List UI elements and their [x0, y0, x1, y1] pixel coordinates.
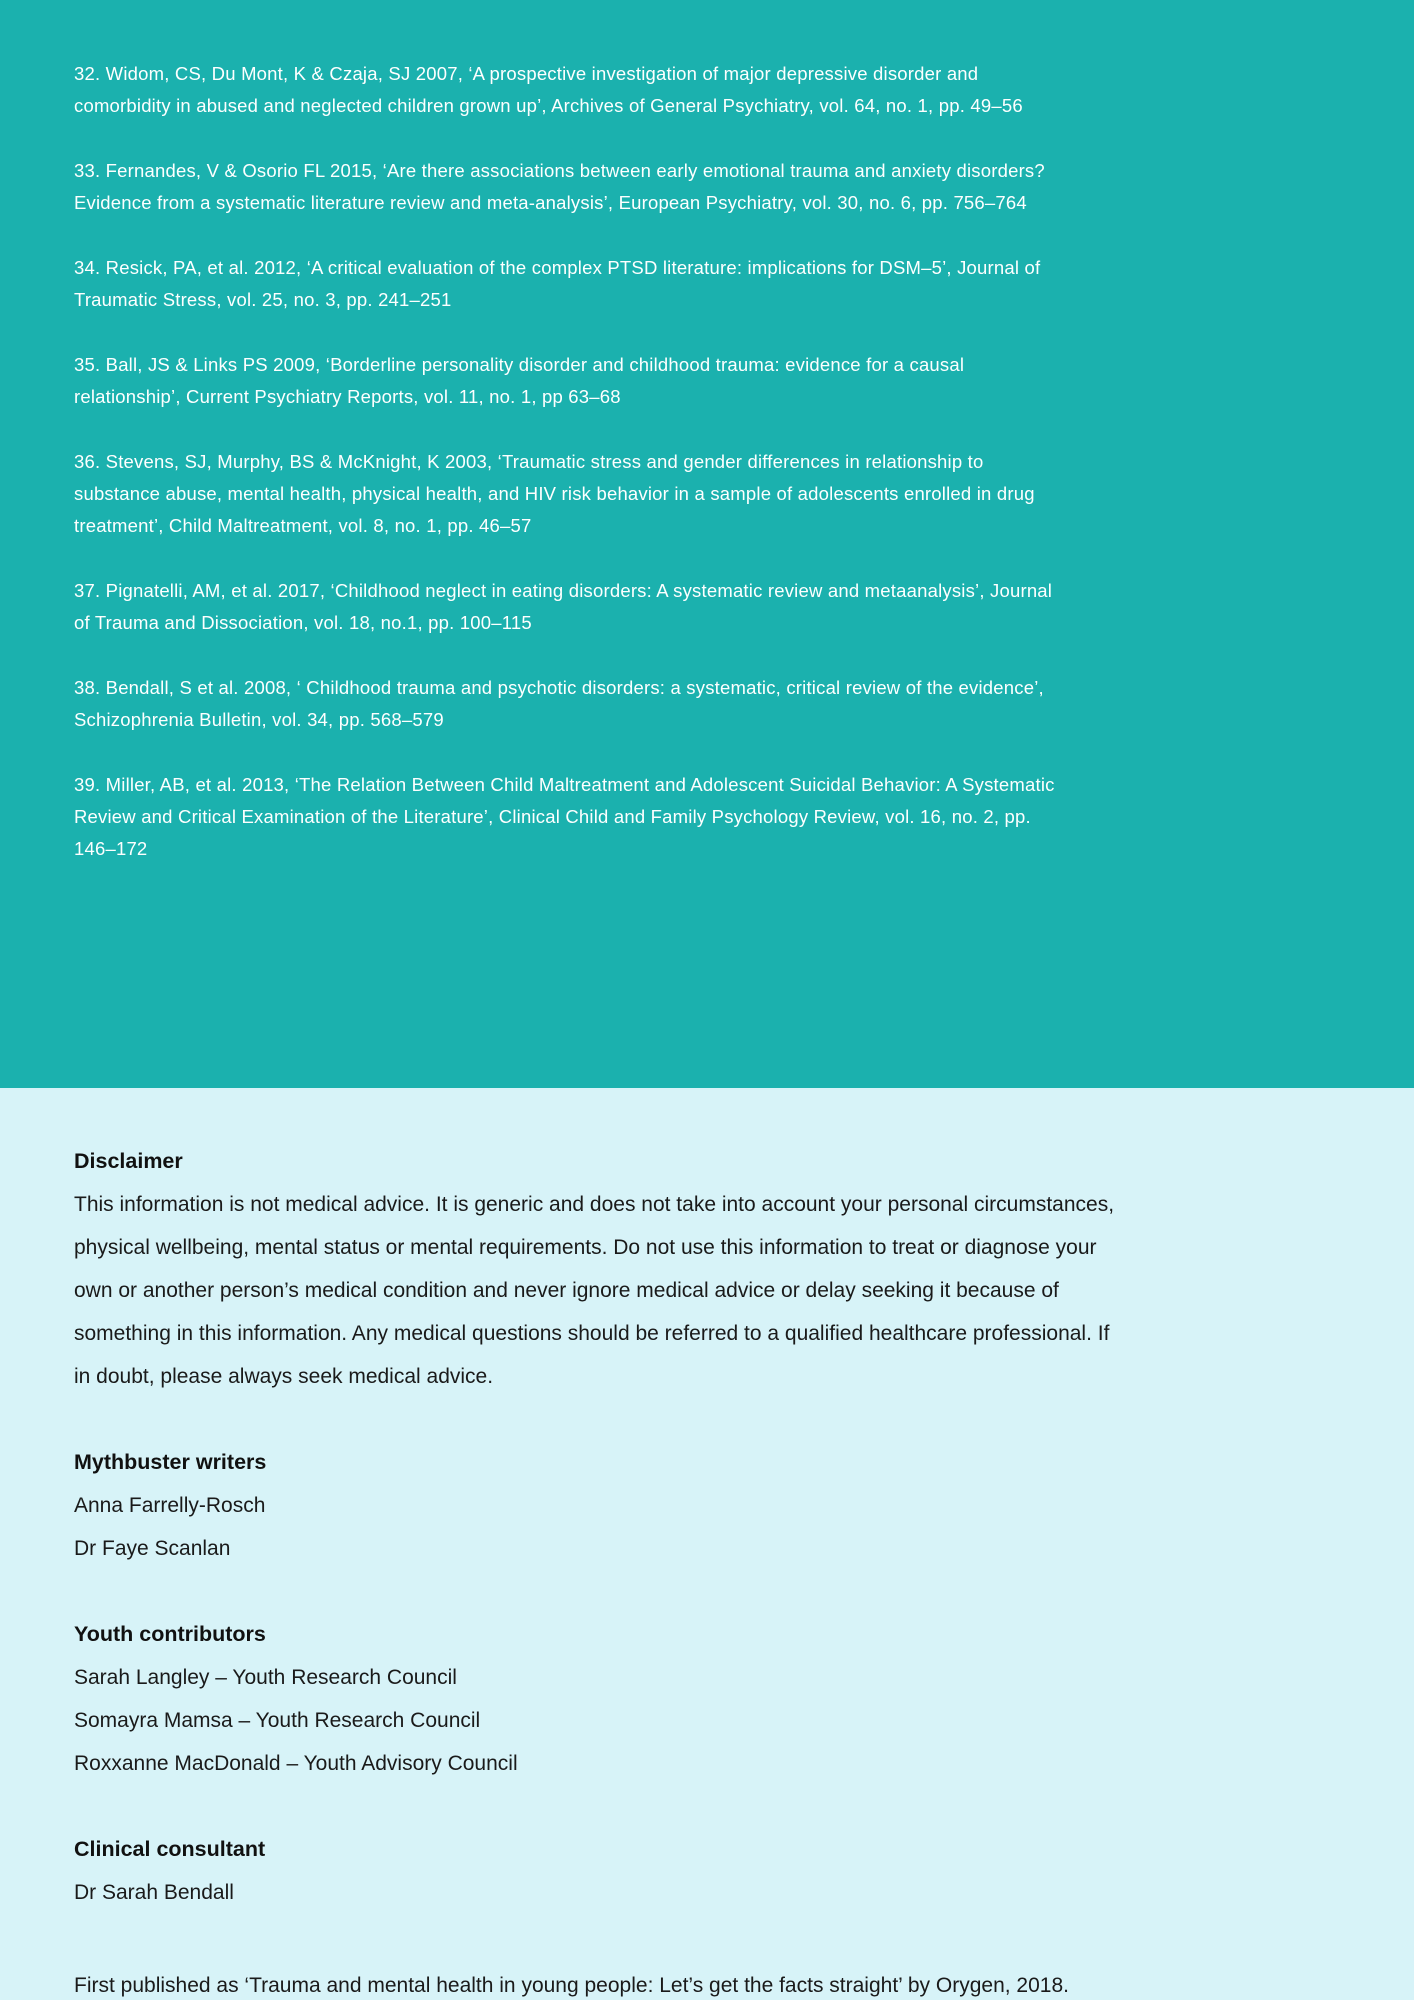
reference-item: 39. Miller, AB, et al. 2013, ‘The Relation Between Child Maltreatment and Adolescent Suicidal Behavior: A Systematic Review and Critical Examination of the Literature’, Clinical Child and Family Psychology Review, vol. 16, no. 2, pp. 146–172 — [74, 774, 1055, 859]
disclaimer-section — [0, 1088, 1414, 2000]
credit-line: Sarah Langley – Youth Research Council — [74, 1666, 457, 1689]
reference-item: 35. Ball, JS & Links PS 2009, ‘Borderline personality disorder and childhood trauma: evidence for a causal relationship’, Current Psychiatry Reports, vol. 11, no. 1, pp 63–68 — [74, 354, 965, 407]
credit-heading: Youth contributors — [74, 1622, 266, 1646]
first-published-note: First published as ‘Trauma and mental health in young people: Let’s get the facts straight’ by Orygen, 2018. — [74, 1974, 1069, 1997]
credit-line: Anna Farrelly-Rosch — [74, 1494, 266, 1517]
credit-line: Somayra Mamsa – Youth Research Council — [74, 1709, 481, 1732]
disclaimer-block — [74, 1140, 1124, 1398]
credit-line: Roxxanne MacDonald – Youth Advisory Council — [74, 1752, 518, 1775]
disclaimer-body: This information is not medical advice. It is generic and does not take into account your personal circumstances, physical wellbeing, mental status or mental requirements. Do not use this information to treat or diagnose your own or another person’s medical condition and never ignore medical advice or delay seeking it because of something in this information. Any medical questions should be referred to a qualified healthcare professional. If in doubt, please always seek medical advice. — [74, 1193, 1115, 1388]
reference-item: 32. Widom, CS, Du Mont, K & Czaja, SJ 2007, ‘A prospective investigation of major depressive disorder and comorbidity in abused and neglected children grown up’, Archives of General Psychiatry, vol. 64, no. 1, pp. 49–56 — [74, 63, 1023, 116]
disclaimer-heading: Disclaimer — [74, 1149, 183, 1173]
credit-line: Dr Faye Scanlan — [74, 1537, 231, 1560]
credit-heading: Mythbuster writers — [74, 1450, 267, 1474]
credit-line: Dr Sarah Bendall — [74, 1881, 234, 1904]
credit-block-youth-contributors — [74, 1613, 1124, 1785]
reference-item: 34. Resick, PA, et al. 2012, ‘A critical evaluation of the complex PTSD literature: implications for DSM–5’, Journal of Traumatic Stress, vol. 25, no. 3, pp. 241–251 — [74, 257, 1041, 310]
reference-item: 37. Pignatelli, AM, et al. 2017, ‘Childhood neglect in eating disorders: A systematic review and metaanalysis’, Journal of Trauma and Dissociation, vol. 18, no.1, pp. 100–115 — [74, 580, 1053, 633]
credit-heading: Clinical consultant — [74, 1837, 266, 1861]
reference-item: 36. Stevens, SJ, Murphy, BS & McKnight, K 2003, ‘Traumatic stress and gender differences in relationship to substance abuse, mental health, physical health, and HIV risk behavior in a sample of adolescents enrolled in drug treatment’, Child Maltreatment, vol. 8, no. 1, pp. 46–57 — [74, 451, 1035, 536]
credit-block-clinical-consultant — [74, 1828, 1124, 1914]
reference-item: 33. Fernandes, V & Osorio FL 2015, ‘Are there associations between early emotional trauma and anxiety disorders? Evidence from a systematic literature review and meta-analysis’, European Psychiatry, vol. 30, no. 6, pp. 756–764 — [74, 160, 1045, 213]
credit-block-mythbuster-writers — [74, 1441, 1124, 1570]
reference-item: 38. Bendall, S et al. 2008, ‘ Childhood trauma and psychotic disorders: a systematic, critical review of the evidence’, Schizophrenia Bulletin, vol. 34, pp. 568–579 — [74, 677, 1044, 730]
